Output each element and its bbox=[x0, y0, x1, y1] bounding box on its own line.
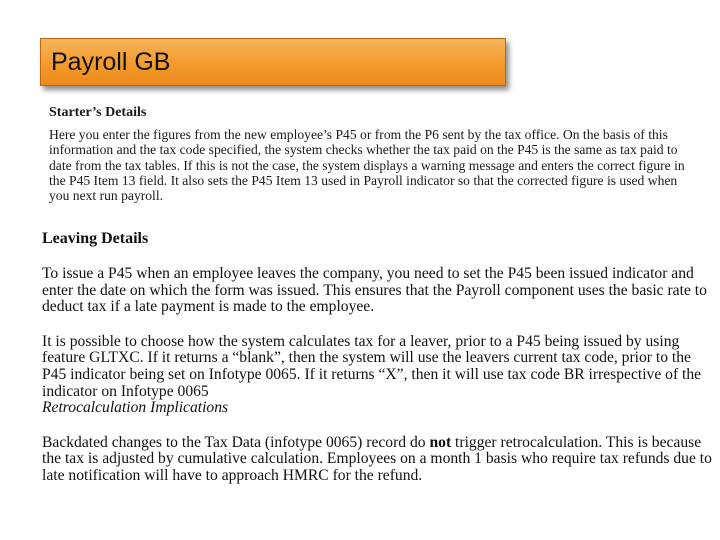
title-banner bbox=[40, 38, 506, 86]
retrocalculation-heading: Retrocalculation Implications bbox=[42, 399, 229, 417]
retrocalculation-text-start: Backdated changes to the Tax Data (infotype 0065) record do bbox=[42, 433, 430, 451]
retrocalculation-emphasis: not bbox=[429, 433, 452, 451]
leaving-details-paragraph-1: To issue a P45 when an employee leaves the company, you need to set the P45 been issued indicator and enter the date on which the form was issued. This ensures that the Payroll component uses the basic rate to deduct tax if a late payment is made to the employee. bbox=[42, 265, 707, 316]
leaving-details-section bbox=[42, 229, 717, 485]
retrocalculation-text-end: trigger retrocalculation. This is because the tax is adjusted by cumulative calculation. Employees on a month 1 basis who require tax refunds due to late notification will have to approach HMRC for the refund. bbox=[42, 433, 712, 484]
retrocalculation-body bbox=[42, 435, 717, 485]
starters-details-body: Here you enter the figures from the new employee’s P45 or from the P6 sent by the tax office. On the basis of this information and the tax code specified, the system checks whether the tax paid on the P45 is the same as tax paid to date from the tax tables. If this is not the case, the system displays a warning message and enters the correct figure in the P45 Item 13 field. It also sets the P45 Item 13 used in Payroll indicator so that the corrected figure is used when you next run payroll. bbox=[49, 127, 685, 204]
starters-details-section bbox=[49, 104, 689, 203]
leaving-details-heading: Leaving Details bbox=[42, 230, 149, 247]
leaving-details-paragraph-2: It is possible to choose how the system calculates tax for a leaver, prior to a P45 being issued by using feature GLTXC. If it returns a “blank”, then the system will use the leavers current tax code, prior to the P45 indicator being set on Infotype 0065. If it returns “X”, then it will use tax code BR irrespective of the indicator on Infotype 0065 bbox=[42, 332, 702, 400]
page-title: Payroll GB bbox=[51, 48, 171, 76]
starters-details-heading: Starter’s Details bbox=[49, 105, 147, 120]
